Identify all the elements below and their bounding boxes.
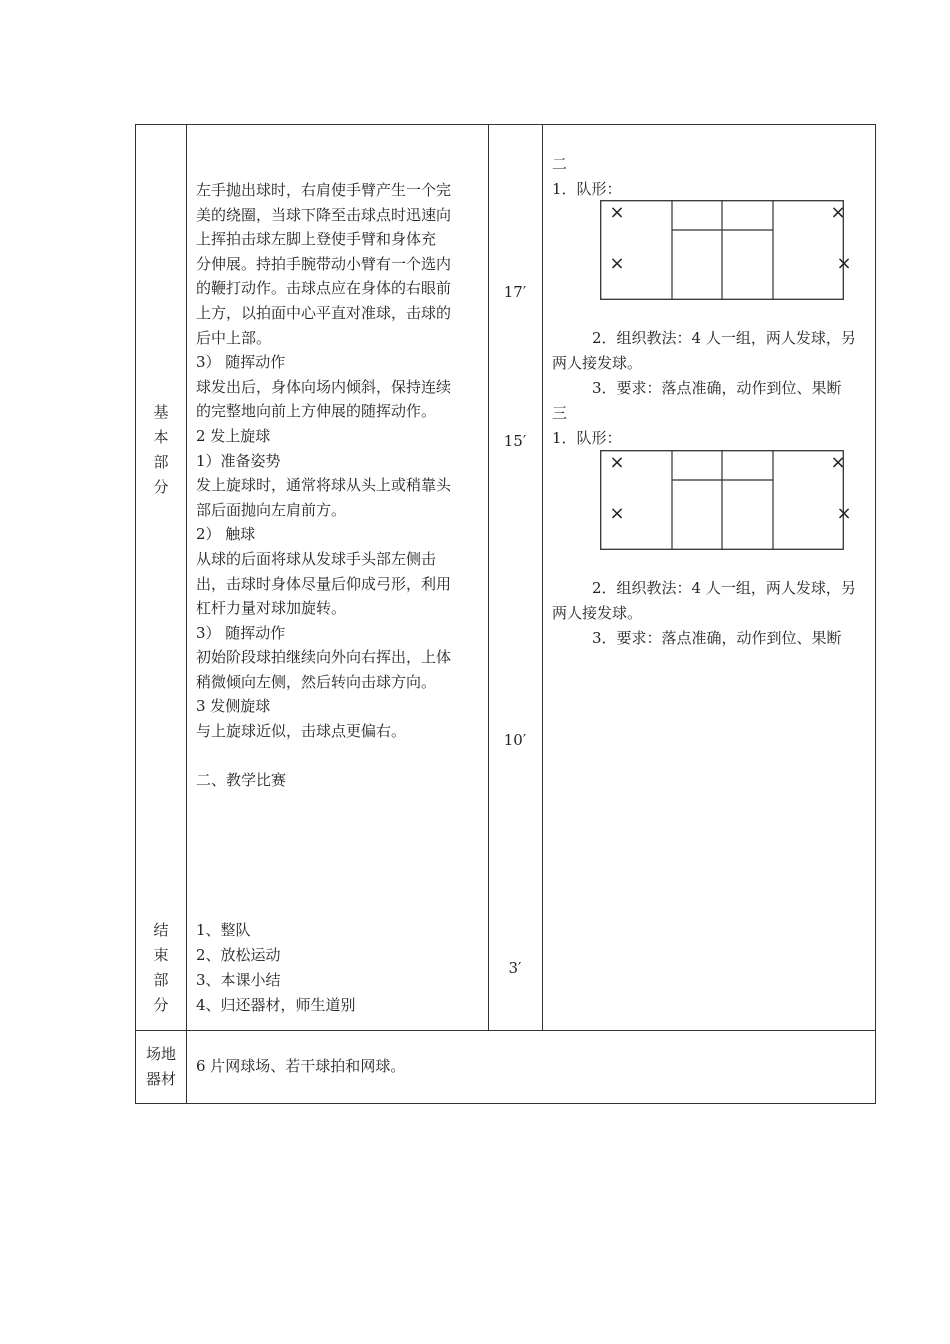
time-15: 15′ bbox=[503, 432, 527, 450]
court-diagram-1 bbox=[600, 200, 852, 300]
method-line: 2．组织教法：4 人一组，两人发球，另 bbox=[592, 329, 856, 347]
end-section-label: 结 束 部 分 bbox=[153, 921, 169, 1014]
column-divider-label bbox=[186, 124, 187, 1104]
content-line: 稍微倾向左侧，然后转向击球方向。 bbox=[196, 672, 437, 691]
requirement-line: 3．要求：落点准确，动作到位、果断 bbox=[592, 379, 842, 397]
block-number: 二 bbox=[552, 155, 568, 173]
teaching-content bbox=[196, 178, 484, 793]
method-line: 两人接发球。 bbox=[552, 604, 643, 622]
content-line: 2 发上旋球 bbox=[196, 426, 271, 445]
list-item: 1、整队 bbox=[196, 921, 251, 939]
content-line: 的完整地向前上方伸展的随挥动作。 bbox=[196, 402, 437, 421]
venue-equipment-text: 6 片网球场、若干球拍和网球。 bbox=[196, 1057, 406, 1075]
spacer bbox=[196, 744, 484, 769]
organization-block-3 bbox=[552, 401, 870, 451]
block-number: 三 bbox=[552, 404, 568, 422]
content-line: 发上旋球时，通常将球从头上或稍靠头 bbox=[196, 476, 452, 495]
content-line: 从球的后面将球从发球手头部左侧击 bbox=[196, 549, 437, 568]
content-line: 出，击球时身体尽量后仰成弓形，利用 bbox=[196, 574, 452, 593]
column-divider-time-right bbox=[542, 124, 543, 1030]
player-mark: × bbox=[830, 452, 846, 473]
player-mark: × bbox=[836, 253, 852, 274]
basic-section-label: 基 本 部 分 bbox=[153, 403, 169, 496]
content-line: 与上旋球近似，击球点更偏右。 bbox=[196, 722, 407, 741]
content-line: 球发出后，身体向场内倾斜，保持连续 bbox=[196, 377, 452, 396]
end-section-list bbox=[196, 918, 356, 1018]
player-mark: × bbox=[609, 253, 625, 274]
formation-label: 1．队形： bbox=[552, 429, 622, 447]
content-line: 的鞭打动作。击球点应在身体的右眼前 bbox=[196, 279, 452, 298]
time-17: 17′ bbox=[503, 283, 527, 301]
content-line: 上方，以拍面中心平直对准球，击球的 bbox=[196, 303, 452, 322]
content-line: 1）准备姿势 bbox=[196, 451, 281, 470]
row-divider-venue bbox=[135, 1030, 876, 1031]
content-line: 初始阶段球拍继续向外向右挥出，上体 bbox=[196, 648, 452, 667]
method-line: 2．组织教法：4 人一组，两人发球，另 bbox=[592, 579, 856, 597]
content-line: 3） 随挥动作 bbox=[196, 353, 286, 372]
requirement-line: 3．要求：落点准确，动作到位、果断 bbox=[592, 629, 842, 647]
content-line: 后中上部。 bbox=[196, 328, 272, 347]
content-line: 美的绕圈，当球下降至击球点时迅速向 bbox=[196, 205, 452, 224]
content-line: 2） 触球 bbox=[196, 525, 256, 544]
organization-block-2 bbox=[552, 152, 870, 202]
content-line: 左手抛出球时，右肩使手臂产生一个完 bbox=[196, 181, 452, 199]
list-item: 4、归还器材，师生道别 bbox=[196, 996, 356, 1014]
player-mark: × bbox=[609, 452, 625, 473]
list-item: 2、放松运动 bbox=[196, 946, 281, 964]
court-diagram-2 bbox=[600, 450, 852, 550]
content-line: 3 发侧旋球 bbox=[196, 697, 271, 716]
content-line: 上挥拍击球左脚上登使手臂和身体充 bbox=[196, 230, 437, 249]
player-mark: × bbox=[830, 202, 846, 223]
player-mark: × bbox=[609, 503, 625, 524]
content-line: 3） 随挥动作 bbox=[196, 623, 286, 642]
formation-label: 1．队形： bbox=[552, 180, 622, 198]
column-divider-time-left bbox=[488, 124, 489, 1030]
content-line: 分伸展。持拍手腕带动小臂有一个选内 bbox=[196, 254, 452, 273]
player-mark: × bbox=[836, 503, 852, 524]
time-3: 3′ bbox=[508, 959, 522, 977]
content-line: 杠杆力量对球加旋转。 bbox=[196, 599, 347, 618]
method-line: 两人接发球。 bbox=[552, 354, 643, 372]
match-heading: 二、教学比赛 bbox=[196, 771, 287, 790]
organization-block-3-text bbox=[552, 576, 870, 651]
venue-label: 场地 器材 bbox=[145, 1045, 176, 1088]
time-10: 10′ bbox=[503, 731, 527, 749]
player-mark: × bbox=[609, 202, 625, 223]
organization-block-2-text bbox=[552, 326, 870, 401]
list-item: 3、本课小结 bbox=[196, 971, 281, 989]
content-line: 部后面抛向左肩前方。 bbox=[196, 500, 347, 519]
